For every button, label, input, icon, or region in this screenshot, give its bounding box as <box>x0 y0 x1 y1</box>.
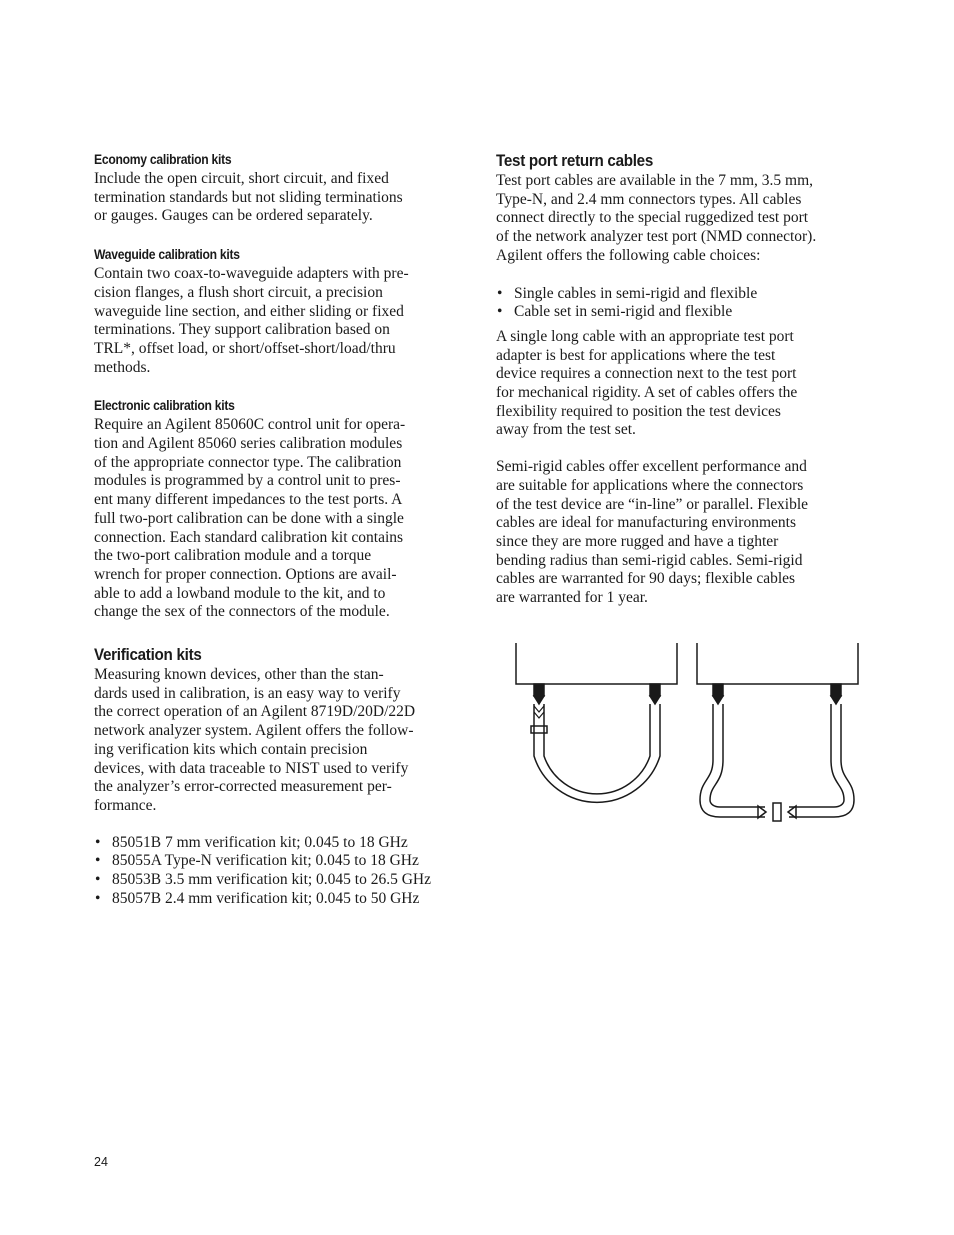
list-item: • 85055A Type-N verification kit; 0.045 to 18 GHz <box>94 852 464 871</box>
test-port-cables-heading: Test port return cables <box>496 152 654 170</box>
right-column <box>496 150 866 608</box>
waveguide-kits-text: Contain two coax-to-waveguide adapters with pre- cision flanges, a flush short circuit, a precision waveguide line section, and either sliding or fixed terminations. They support calibration based on TRL*, offset load, or short/offset-short/load/thru methods. <box>94 265 409 376</box>
test-port-cables-intro: Test port cables are available in the 7 mm, 3.5 mm, Type-N, and 2.4 mm connectors types. All cables connect directly to the special ruggedized test port of the network analyzer test port (NMD connector). Agilent offers the following cable choices: <box>496 172 817 264</box>
verification-kits-list <box>94 834 464 909</box>
economy-kits-heading: Economy calibration kits <box>94 152 232 167</box>
cable-choices-list <box>496 285 866 322</box>
cable-set-drawing-icon <box>697 643 858 821</box>
list-item: • Single cables in semi-rigid and flexible <box>496 285 866 304</box>
semi-rigid-text: Semi-rigid cables offer excellent performance and are suitable for applications where the connectors of the test device are “in-line” or parallel. Flexible cables are ideal for manufacturing environments since they are more rugged and have a tighter bending radius than semi-rigid cables. Semi-rigid cables are warranted for 90 days; flexible cables are warranted for 1 year. <box>496 458 809 607</box>
verification-kits-text: Measuring known devices, other than the stan- dards used in calibration, is an easy way to verify the correct operation of an Agilent 8719D/20D/22D network analyzer system. Agilent offers the follow- ing verification kits which contain precision devices, with data traceable to NIST used to verify the analyzer’s error-corrected measurement per- formance. <box>94 666 416 814</box>
single-cable-drawing-icon <box>516 643 677 802</box>
left-column <box>94 150 464 909</box>
cable-illustration <box>510 640 870 825</box>
list-item: • 85057B 2.4 mm verification kit; 0.045 to 50 GHz <box>94 890 464 909</box>
electronic-kits-text: Require an Agilent 85060C control unit for opera- tion and Agilent 85060 series calibration modules of the appropriate connector type. The calibration modules is programmed by a control unit to pres- ent many different impedances to the test ports. A full two-port calibration can be done with a single connection. Each standard calibration kit contains the two-port calibration module and a torque wrench for proper connection. Options are avail- able to add a lowband module to the kit, and to change the sex of the connectors of the module. <box>94 416 406 621</box>
list-item: • 85051B 7 mm verification kit; 0.045 to 18 GHz <box>94 834 464 853</box>
single-cable-text: A single long cable with an appropriate test port adapter is best for applications where the test device requires a connection next to the test port for mechanical rigidity. A set of cables offers the flexibility required to position the test devices away from the test set. <box>496 327 798 439</box>
list-item: • Cable set in semi-rigid and flexible <box>496 303 866 322</box>
verification-kits-heading: Verification kits <box>94 646 202 665</box>
electronic-kits-heading: Electronic calibration kits <box>94 398 235 414</box>
economy-kits-text: Include the open circuit, short circuit, and fixed termination standards but not sliding terminations or gauges. Gauges can be ordered separately. <box>94 170 403 225</box>
list-item: • 85053B 3.5 mm verification kit; 0.045 to 26.5 GHz <box>94 871 464 890</box>
page-number: 24 <box>94 1155 108 1169</box>
waveguide-kits-heading: Waveguide calibration kits <box>94 247 240 263</box>
